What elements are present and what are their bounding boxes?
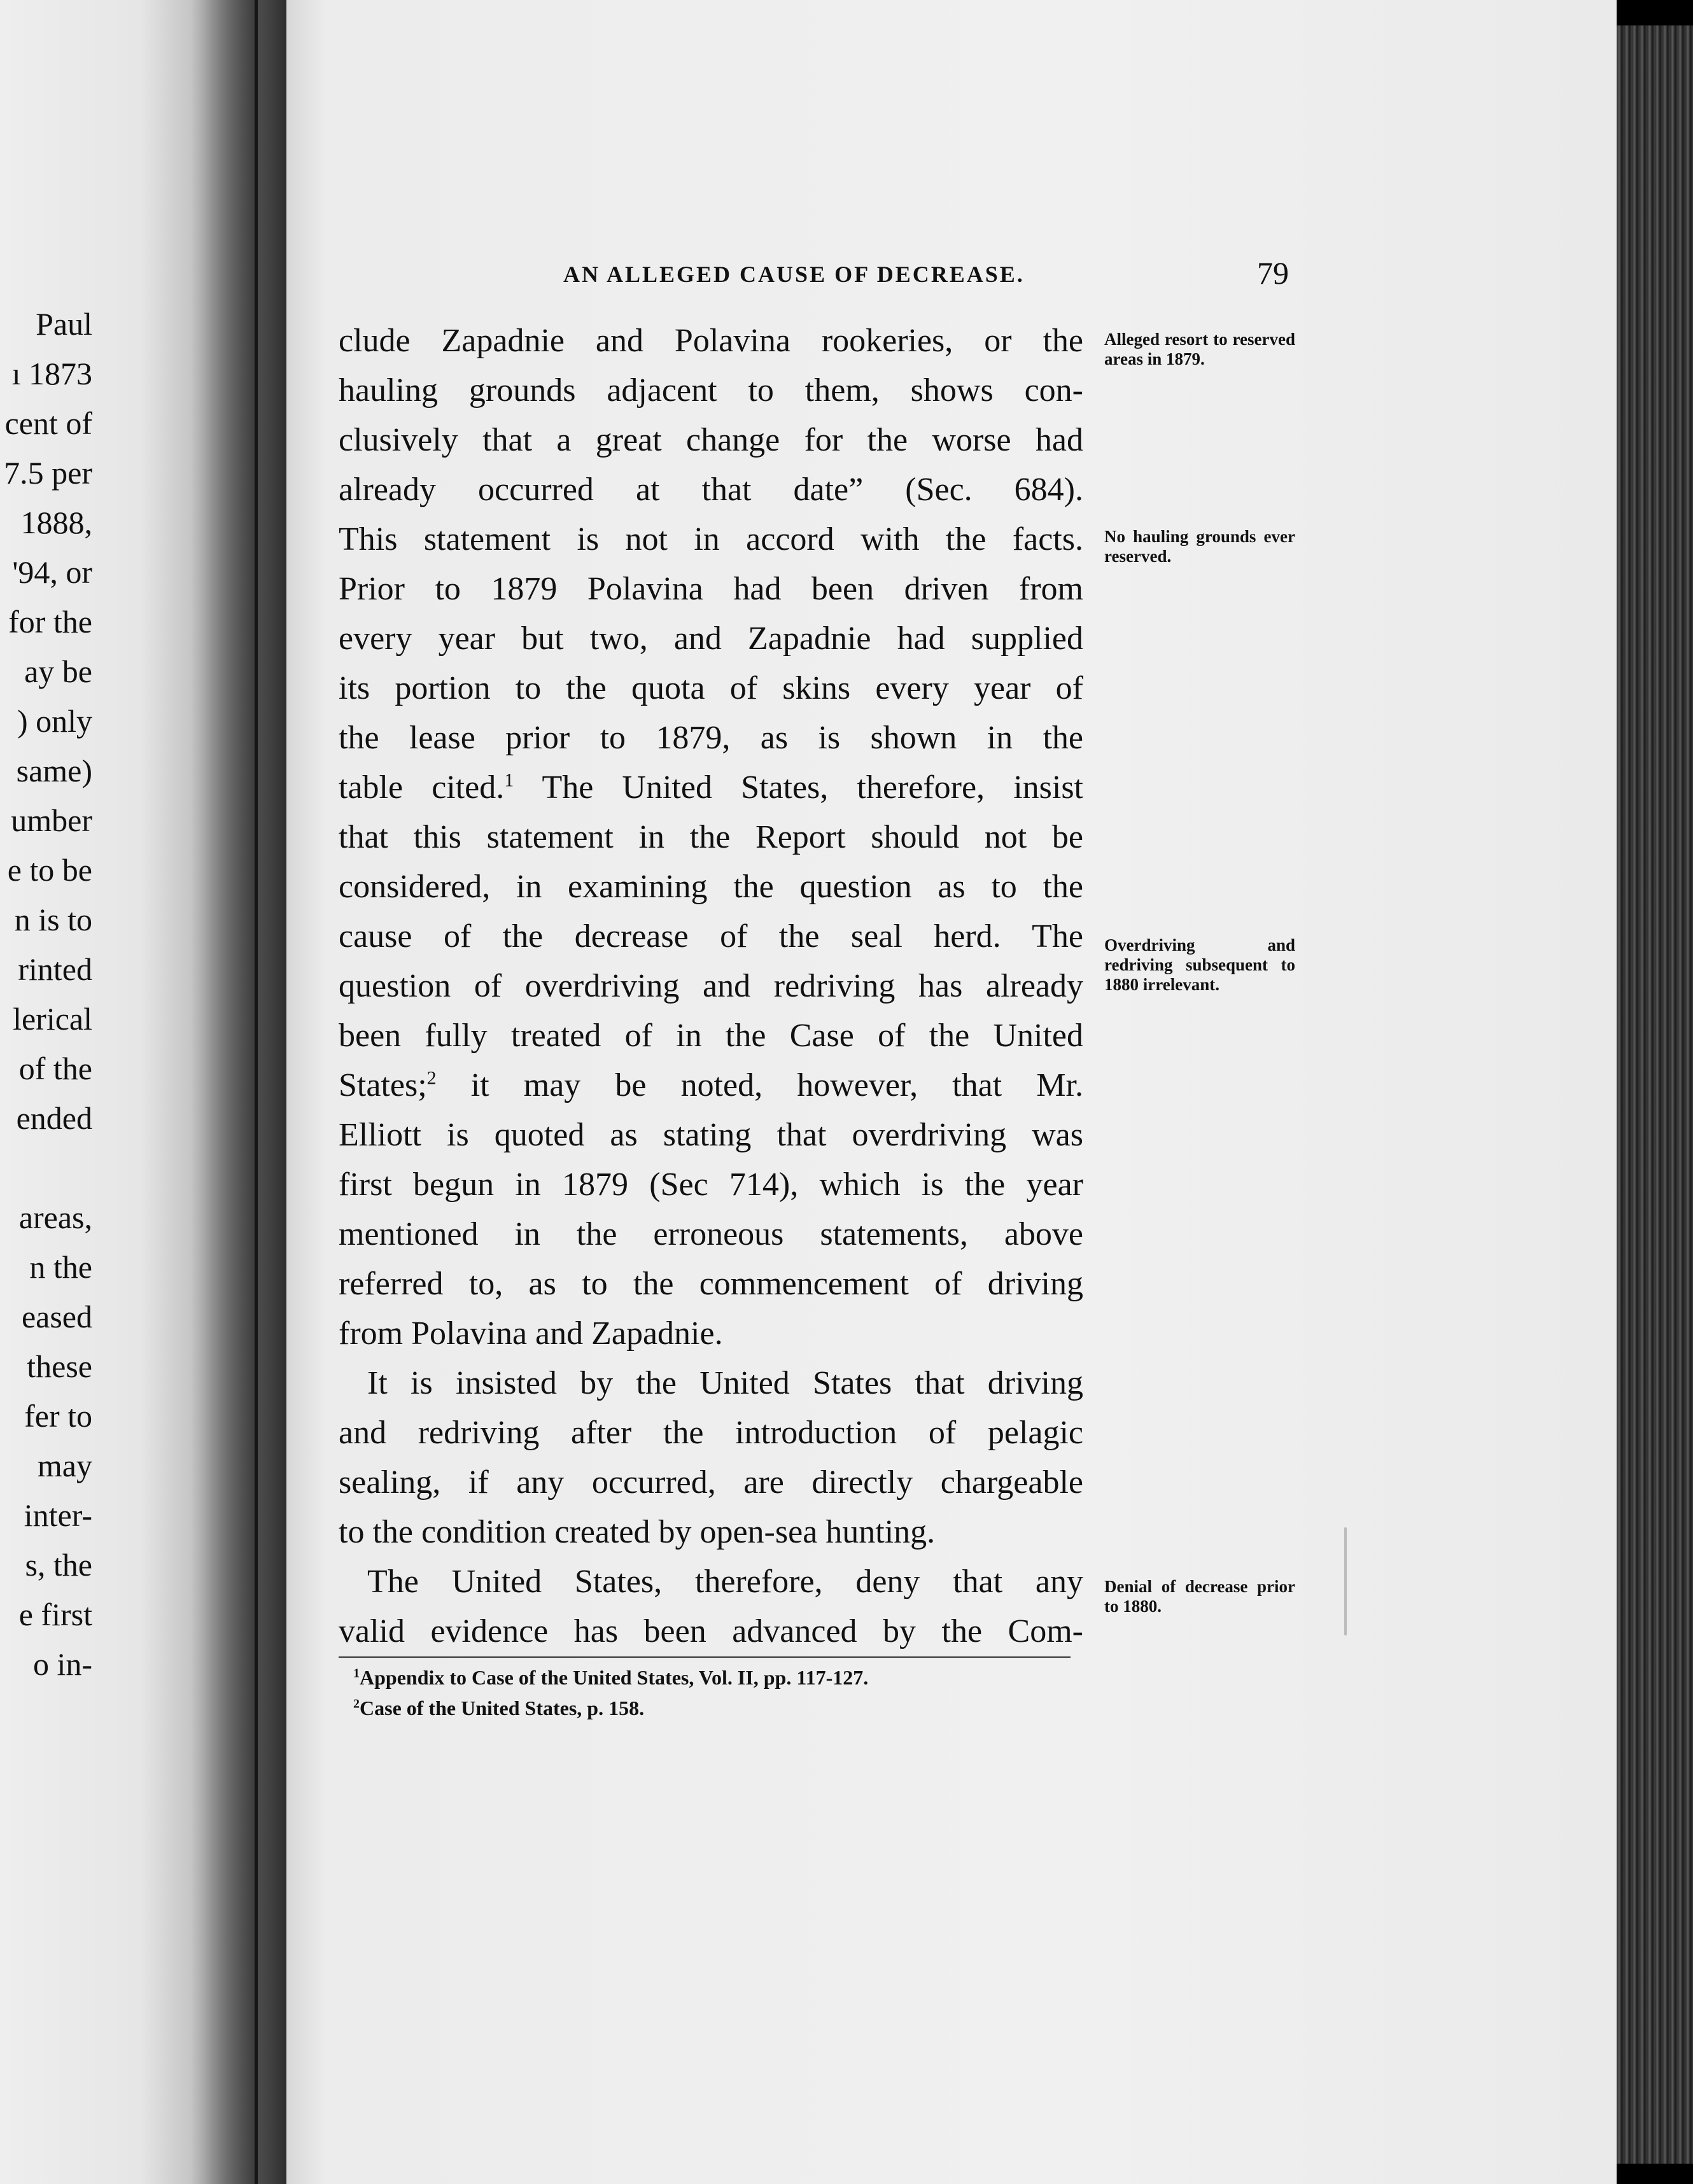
text-line: sealing, if any occurred, are directly chargeable (339, 1464, 1083, 1501)
sidenote-alleged-resort: Alleged resort to reserved areas in 1879. (1104, 330, 1295, 368)
facing-line: of the (18, 1051, 92, 1086)
text-segment: States; (339, 1067, 427, 1103)
page-edges (1617, 25, 1693, 2164)
facing-line: same) (16, 753, 92, 788)
text-line: hauling grounds adjacent to them, shows con- (339, 372, 1083, 409)
footnote-mark: 2 (353, 1697, 360, 1711)
text-line: first begun in 1879 (Sec 714), which is the year (339, 1166, 1083, 1203)
text-line: Elliott is quoted as stating that overdriving was (339, 1117, 1083, 1153)
facing-line: fer to (24, 1398, 92, 1434)
sidenote-no-hauling-grounds: No hauling grounds ever reserved. (1104, 527, 1295, 566)
book-gutter-shadow (191, 0, 286, 2184)
text-line: clude Zapadnie and Polavina rookeries, or the (339, 323, 1083, 359)
text-line (339, 765, 1083, 811)
facing-line: umber (11, 802, 92, 838)
text-line: that this statement in the Report should not be (339, 819, 1083, 855)
text-segment: The United States, therefore, insist (514, 769, 1084, 806)
text-line: question of overdriving and redriving has already (339, 968, 1083, 1004)
facing-line: e to be (7, 852, 92, 888)
facing-line: o in- (32, 1646, 92, 1682)
text-line: already occurred at that date” (Sec. 684). (339, 472, 1083, 508)
text-line: The United States, therefore, deny that any (367, 1564, 1083, 1600)
text-segment: table cited. (339, 769, 505, 806)
text-line: This statement is not in accord with the facts. (339, 521, 1083, 557)
sidenote-denial-of-decrease: Denial of decrease prior to 1880. (1104, 1577, 1295, 1616)
text-segment: it may be noted, however, that Mr. (436, 1067, 1083, 1103)
text-line: the lease prior to 1879, as is shown in the (339, 720, 1083, 756)
text-line: cause of the decrease of the seal herd. The (339, 918, 1083, 955)
text-line: considered, in examining the question as to the (339, 869, 1083, 905)
footnote-ref[interactable]: 1 (504, 769, 514, 791)
page-number: 79 (1257, 255, 1289, 291)
text-line: to the condition created by open-sea hunting. (339, 1514, 936, 1550)
footnote-text: Case of the United States, p. 158. (360, 1697, 645, 1719)
text-line: been fully treated of in the Case of the United (339, 1018, 1083, 1054)
text-line: valid evidence has been advanced by the Com- (339, 1613, 1083, 1649)
facing-line: ) only (17, 703, 92, 739)
text-line: Prior to 1879 Polavina had been driven from (339, 571, 1083, 607)
text-line (339, 1063, 1083, 1109)
facing-line: 7.5 per (4, 455, 92, 491)
footnote-2 (353, 1697, 1117, 1720)
facing-line: ay be (24, 654, 92, 689)
footnote-1 (353, 1666, 1117, 1690)
footnote-ref[interactable]: 2 (426, 1067, 437, 1089)
facing-line: lerical (13, 1001, 92, 1037)
facing-line: ı 1873 (11, 356, 92, 391)
footnote-rule (339, 1656, 1071, 1658)
sidenote-overdriving: Overdriving and redriving subsequent to 1880 irrelevant. (1104, 935, 1295, 994)
facing-line: s, the (25, 1547, 92, 1583)
text-line: clusively that a great change for the worse had (339, 422, 1083, 458)
facing-line: these (27, 1348, 92, 1384)
running-head: AN ALLEGED CAUSE OF DECREASE. (563, 262, 1025, 287)
footnote-text: Appendix to Case of the United States, Vol. II, pp. 117-127. (360, 1666, 869, 1689)
facing-line: n is to (14, 902, 92, 937)
facing-line: for the (8, 604, 92, 640)
facing-line: Paul (36, 306, 92, 342)
facing-line: '94, or (12, 554, 92, 590)
facing-line: areas, (18, 1200, 92, 1235)
text-line: every year but two, and Zapadnie had supplied (339, 620, 1083, 657)
facing-line: ended (16, 1100, 92, 1136)
facing-line: may (37, 1448, 92, 1483)
margin-pencil-mark (1344, 1527, 1347, 1635)
text-line: and redriving after the introduction of pelagic (339, 1415, 1083, 1451)
facing-line: inter- (24, 1497, 92, 1533)
facing-line: rinted (18, 951, 92, 987)
facing-line: eased (21, 1299, 92, 1334)
text-line: mentioned in the erroneous statements, above (339, 1216, 1083, 1252)
facing-line: n the (29, 1249, 92, 1285)
text-line: from Polavina and Zapadnie. (339, 1315, 723, 1352)
text-line: its portion to the quota of skins every year of (339, 670, 1083, 706)
facing-line: e first (18, 1597, 92, 1632)
facing-line: 1888, (20, 505, 92, 540)
footnote-mark: 1 (353, 1666, 360, 1681)
facing-line: cent of (4, 405, 92, 441)
text-line: It is insisted by the United States that driving (367, 1365, 1083, 1401)
text-line: referred to, as to the commencement of driving (339, 1266, 1083, 1302)
